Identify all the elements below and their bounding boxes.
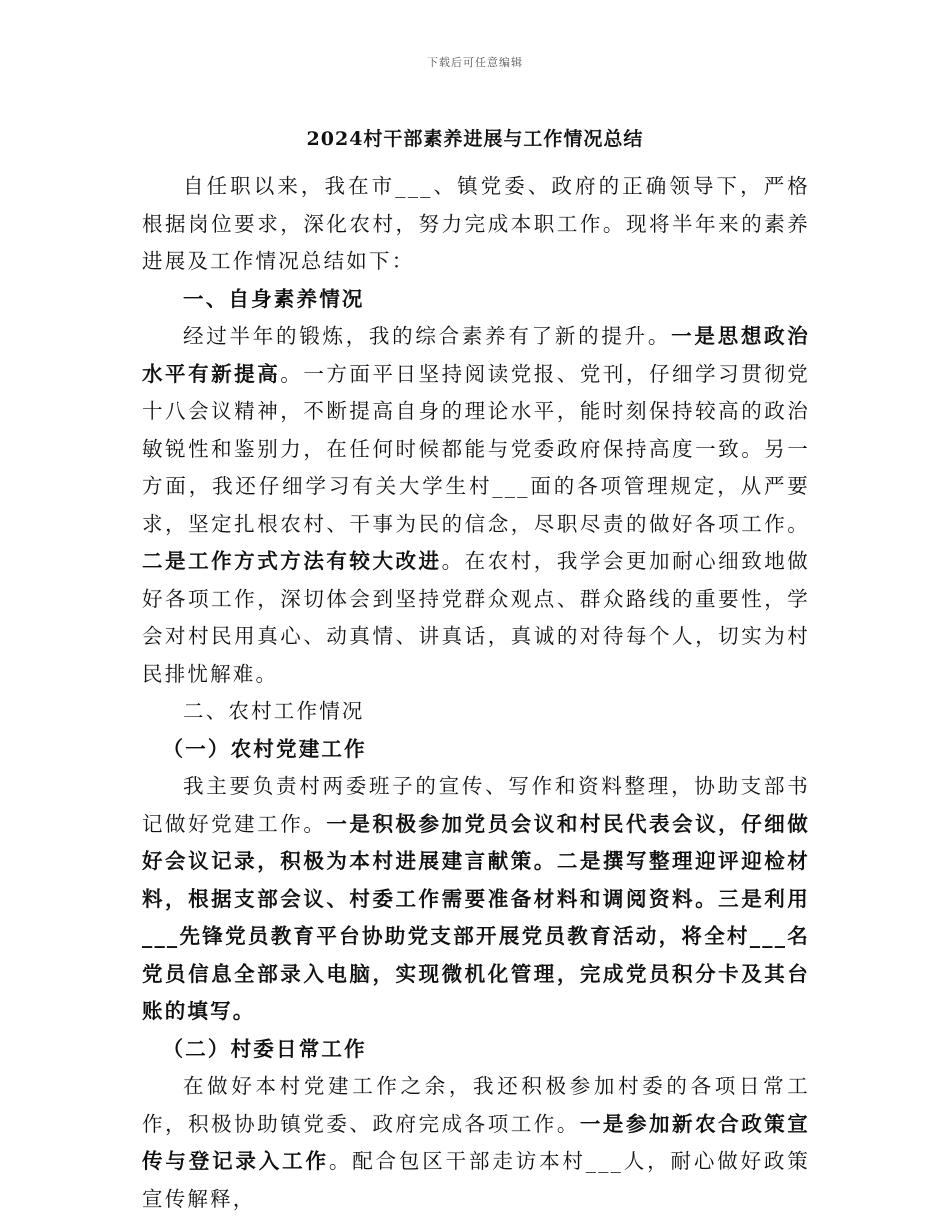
subsection-1-intro-text: 我主要负责村两委班子的宣传、写作和资料整理，协助支部书记做好党建工作。 — [142, 774, 810, 836]
page-header: 下载后可任意编辑 — [427, 56, 523, 69]
point-1-text: 。一方面平日坚持阅读党报、党刊，仔细学习贯彻党十八会议精神，不断提高自身的理论水平，能时刻保持较高的政治敏锐性和鉴别力，在任何时候都能与党委政府保持高度一致。另一方面，我还仔细学习有关大学生村___面的各项管理规定，从严要求，坚定扎根农村、干事为民的信念，尽职尽责的做好各项工作。 — [142, 361, 810, 536]
section-1-intro-text: 经过半年的锻炼，我的综合素养有了新的提升。 — [183, 324, 672, 348]
point-2-text: 。在农村，我学会更加耐心细致地做好各项工作，深切体会到坚持党群众观点、群众路线的重要性，学会对村民用真心、动真情、讲真话，真诚的对待每个人，切实为村民排忧解难。 — [142, 549, 810, 686]
section-1-heading: 一、自身素养情况 — [183, 286, 365, 311]
subsection-2-intro-text: 在做好本村党建工作之余，我还积极参加村委的各项日常工作，积极协助镇党委、政府完成各项工作。 — [142, 1074, 810, 1136]
document-body — [142, 168, 810, 1218]
subsection-1-bold-text: 一是积极参加党员会议和村民代表会议，仔细做好会议记录，积极为本村进展建言献策。二是撰写整理迎评迎检材料，根据支部会议、村委工作需要准备材料和调阅资料。三是利用___先锋党员教育平台协助党支部开展党员教育活动，将全村___名党员信息全部录入电脑，实现微机化管理，完成党员积分卡及其台账的填写。 — [142, 811, 810, 1023]
subsection-1-heading: （一）农村党建工作 — [162, 736, 367, 761]
point-1-title: 一是思想政治水平有新提高 — [142, 324, 811, 386]
section-1-paragraph — [142, 318, 810, 693]
intro-paragraph: 自任职以来，我在市___、镇党委、政府的正确领导下，严格根据岗位要求，深化农村，努力完成本职工作。现将半年来的素养进展及工作情况总结如下： — [142, 174, 810, 273]
section-2-heading: 二、农村工作情况 — [183, 699, 365, 723]
subsection-2-point-1-title: 一是参加新农合政策宣传与登记录入工作 — [142, 1111, 810, 1173]
subsection-2-point-1-text: 。配合包区干部走访本村___人，耐心做好政策宣传解释， — [142, 1149, 810, 1211]
subsection-2-heading: （二）村委日常工作 — [162, 1036, 367, 1061]
subsection-1-paragraph — [142, 768, 810, 1031]
subsection-2-paragraph — [142, 1068, 810, 1218]
point-2-title: 二是工作方式方法有较大改进 — [142, 549, 442, 573]
document-title: 2024村干部素养进展与工作情况总结 — [306, 128, 644, 150]
